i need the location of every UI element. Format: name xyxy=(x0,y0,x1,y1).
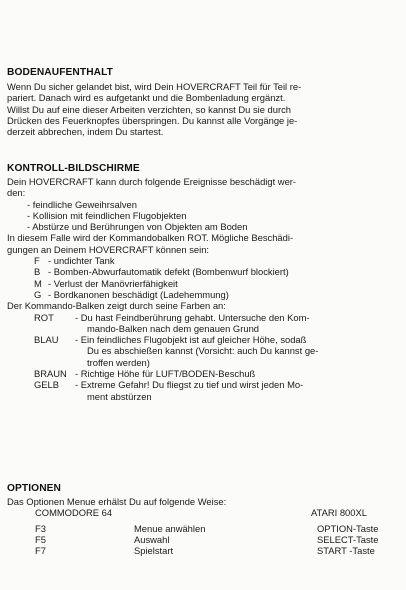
text-line: Der Kommando-Balken zeigt durch seine Farben an: xyxy=(7,300,226,312)
text-line: In diesem Falle wird der Kommandobalken ROT. Mögliche Beschädi- xyxy=(7,232,294,244)
color-desc: mando-Balken nach dem genauen Grund xyxy=(87,322,259,334)
damage-code: F xyxy=(34,255,40,267)
damage-item xyxy=(7,255,402,266)
damage-code: M xyxy=(34,277,42,289)
color-desc: - Extreme Gefahr! Du fliegst zu tief und wirst jeden Mo- xyxy=(75,379,304,391)
header-atari: ATARI 800XL xyxy=(311,507,367,519)
event-item: - Kollision mit feindlichen Flugobjekten xyxy=(27,209,187,221)
option-action: Menue anwählen xyxy=(134,522,206,534)
section-title: OPTIONEN xyxy=(7,483,62,494)
color-desc: - Ein feindliches Flugobjekt ist auf gleicher Höhe, sodaß xyxy=(75,334,307,346)
text-line: Willst Du auf eine dieser Arbeiten verzichten, so kannst Du sie durch xyxy=(7,103,291,115)
damage-text: - Bomben-Abwurfautomatik defekt (Bombenwurf blockiert) xyxy=(48,266,289,278)
options-row xyxy=(7,523,402,534)
color-item-blau xyxy=(7,334,402,345)
text-line: pariert. Danach wird es aufgetankt und die Bombenladung ergänzt. xyxy=(7,92,286,104)
section-body xyxy=(7,496,402,556)
damage-text: - Verlust der Manövrierfähigkeit xyxy=(48,277,178,289)
color-name: ROT xyxy=(34,311,54,323)
option-atari-key: START -Taste xyxy=(317,545,375,557)
text-line: gungen an Deinem HOVERCRAFT können sein: xyxy=(7,243,210,255)
color-item-rot-cont xyxy=(7,323,402,334)
color-desc: - Richtige Höhe für LUFT/BODEN-Beschuß xyxy=(75,368,256,380)
color-item-blau-cont xyxy=(7,357,402,368)
text-line: Wenn Du sicher gelandet bist, wird Dein HOVERCRAFT Teil für Teil re- xyxy=(7,81,302,92)
damage-text: - undichter Tank xyxy=(48,255,115,267)
section-title: KONTROLL-BILDSCHIRME xyxy=(7,163,140,174)
section-body xyxy=(7,176,402,402)
event-item: - feindliche Geweihrsalven xyxy=(27,198,137,210)
option-key: F7 xyxy=(35,545,46,557)
event-item: - Abstürze und Berührungen von Objekten am Boden xyxy=(27,221,248,233)
text-line: Drücken des Feuerknopfes überspringen. Du kannst alle Vorgänge je- xyxy=(7,114,298,126)
text-line: Dein HOVERCRAFT kann durch folgende Ereignisse beschädigt wer- xyxy=(7,176,297,187)
option-action: Auswahl xyxy=(134,533,170,545)
option-atari-key: OPTION-Taste xyxy=(317,522,379,534)
option-key: F3 xyxy=(35,522,46,534)
header-commodore: COMMODORE 64 xyxy=(35,507,113,519)
section-kontroll-bildschirme xyxy=(7,163,402,402)
damage-item xyxy=(7,289,402,300)
color-name: BRAUN xyxy=(34,368,67,380)
color-item-braun xyxy=(7,368,402,379)
damage-code: B xyxy=(34,266,41,278)
color-item-blau-cont xyxy=(7,345,402,356)
option-atari-key: SELECT-Taste xyxy=(317,533,379,545)
color-item-gelb-cont xyxy=(7,391,402,402)
option-key: F5 xyxy=(35,533,46,545)
damage-item xyxy=(7,278,402,289)
options-row xyxy=(7,545,402,556)
color-name: GELB xyxy=(34,379,60,391)
color-desc: - Du hast Feindberührung gehabt. Untersuche den Kom- xyxy=(75,311,310,323)
damage-code: G xyxy=(34,288,42,300)
section-bodenaufenthalt xyxy=(7,67,402,137)
color-desc: Du es abschießen kannst (Vorsicht: auch Du kannst ge- xyxy=(87,345,319,357)
color-name: BLAU xyxy=(34,334,59,346)
text-line: Das Optionen Menue erhälst Du auf folgende Weise: xyxy=(7,496,227,507)
option-action: Spielstart xyxy=(134,545,174,557)
color-desc: ment abstürzen xyxy=(87,390,152,402)
options-table-header xyxy=(7,507,402,518)
section-body xyxy=(7,81,402,137)
options-row xyxy=(7,534,402,545)
section-optionen xyxy=(7,483,402,556)
text-line: den: xyxy=(7,187,26,199)
text-line: derzeit abbrechen, indem Du startest. xyxy=(7,126,164,138)
section-title: BODENAUFENTHALT xyxy=(7,67,114,78)
color-desc: troffen werden) xyxy=(87,356,150,368)
color-item-rot xyxy=(7,312,402,323)
damage-item xyxy=(7,266,402,277)
color-item-gelb xyxy=(7,379,402,390)
damage-text: - Bordkanonen beschädigt (Ladehemmung) xyxy=(48,288,229,300)
